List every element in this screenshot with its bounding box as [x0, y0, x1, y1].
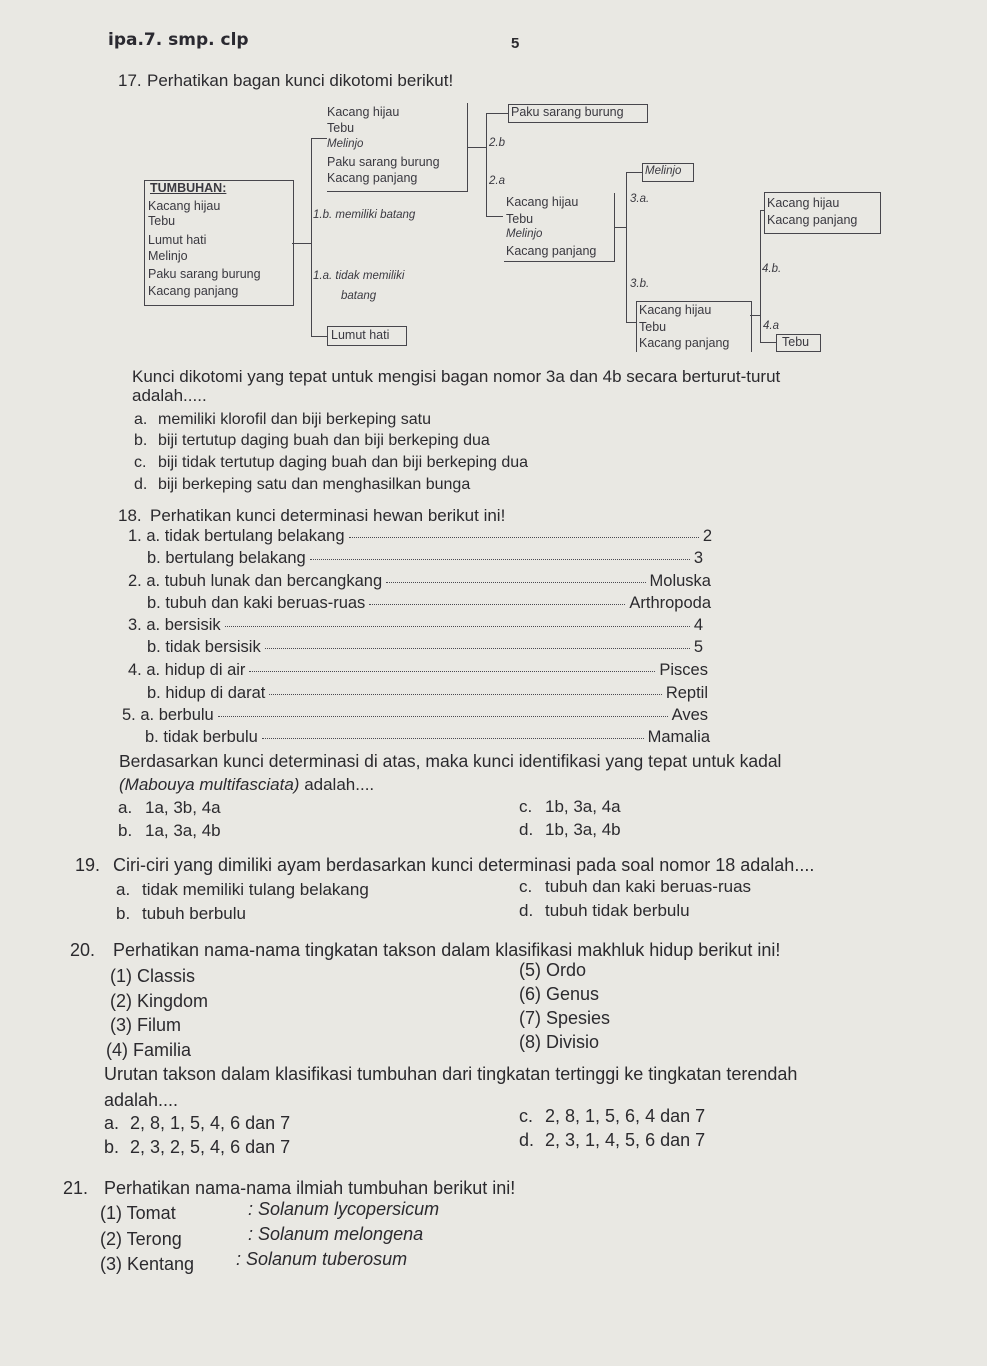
key-result: 5 [693, 638, 703, 656]
tumbuhan-item: Kacang hijau [148, 199, 221, 213]
label-1a-line2: batang [341, 290, 377, 302]
key-label: 5. a. berbulu [122, 706, 214, 724]
lumut-hati-label: Lumut hati [331, 328, 390, 342]
question-text-line2: adalah.... [104, 1090, 179, 1110]
connector-line [760, 342, 776, 343]
low-box-item: Kacang panjang [639, 336, 730, 350]
option-text[interactable]: biji tidak tertutup daging buah dan biji berkeping dua [158, 454, 529, 471]
mid-box [504, 193, 615, 262]
question-number: 21. [63, 1178, 89, 1198]
connector-line [615, 227, 626, 228]
label-1b: 1.b. memiliki batang [313, 209, 416, 221]
question-text: Perhatikan nama-nama ilmiah tumbuhan berikut ini! [104, 1178, 516, 1198]
tumbuhan-title: TUMBUHAN: [150, 181, 227, 195]
label-2a: 2.a [489, 175, 505, 187]
key-result: 3 [693, 549, 703, 567]
key-row [128, 661, 708, 683]
tumbuhan-item: Melinjo [148, 249, 188, 263]
mid-box-item: Kacang panjang [506, 244, 597, 258]
mid-box-item: Melinjo [506, 228, 543, 240]
option-letter[interactable]: c. [519, 877, 533, 896]
question-text-line2: adalah..... [132, 386, 207, 405]
page-header-title: ipa.7. smp. clp [108, 30, 249, 50]
question-text-line1: Kunci dikotomi yang tepat untuk mengisi bagan nomor 3a dan 4b secara berturut-turut [132, 367, 781, 386]
melinjo-box [642, 163, 694, 182]
mid-box-item: Kacang hijau [506, 195, 579, 209]
question-text-line1: Urutan takson dalam klasifikasi tumbuhan dari tingkatan tertinggi ke tingkatan terendah [104, 1064, 798, 1084]
key-result: Reptil [665, 684, 708, 702]
label-4b: 4.b. [762, 263, 782, 275]
connector-line [292, 243, 312, 244]
option-letter[interactable]: c. [134, 454, 147, 471]
option-text[interactable]: 2, 3, 2, 5, 4, 6 dan 7 [130, 1137, 291, 1157]
option-text[interactable]: biji berkeping satu dan menghasilkan bunga [158, 476, 471, 493]
question-text: Perhatikan bagan kunci dikotomi berikut! [147, 71, 454, 90]
question-number: 19. [75, 855, 101, 875]
taxon-item: (7) Spesies [519, 1008, 611, 1028]
right-box [764, 192, 881, 234]
taxon-item: (1) Classis [110, 966, 196, 986]
option-letter[interactable]: b. [104, 1137, 120, 1157]
key-label: 4. a. hidup di air [128, 661, 246, 679]
taxon-item: (3) Filum [110, 1015, 181, 1035]
paku-sarang-burung-box [508, 104, 648, 123]
question-number: 18. [118, 506, 142, 525]
connector-line [626, 172, 642, 173]
key-label: b. hidup di darat [147, 684, 266, 702]
right-box-item: Kacang panjang [767, 213, 858, 227]
species-name: (Mabouya multifasciata) [119, 775, 300, 794]
top-box-item: Paku sarang burung [327, 155, 440, 169]
option-text[interactable]: 1b, 3a, 4b [545, 820, 621, 839]
option-letter[interactable]: a. [134, 411, 148, 428]
option-text[interactable]: 2, 3, 1, 4, 5, 6 dan 7 [545, 1130, 706, 1150]
low-box [636, 301, 752, 352]
question-text-line2 [119, 775, 374, 795]
plant-scientific-name: : Solanum tuberosum [236, 1249, 408, 1269]
key-result: Pisces [659, 661, 708, 679]
question-end: adalah.... [299, 775, 375, 794]
label-1a: 1.a. tidak memiliki [313, 270, 405, 282]
option-letter[interactable]: d. [134, 476, 148, 493]
question-text-line1: Berdasarkan kunci determinasi di atas, maka kunci identifikasi yang tepat untuk kadal [119, 751, 782, 771]
option-text[interactable]: 1a, 3b, 4a [145, 798, 221, 817]
key-row [147, 684, 708, 706]
key-label: 1. a. tidak bertulang belakang [128, 527, 345, 545]
option-letter[interactable]: a. [116, 880, 131, 899]
key-result: 2 [702, 527, 712, 545]
tumbuhan-item: Paku sarang burung [148, 267, 261, 281]
key-label: 2. a. tubuh lunak dan bercangkang [128, 572, 383, 590]
option-letter[interactable]: c. [519, 797, 533, 816]
key-label: b. tubuh dan kaki beruas-ruas [147, 594, 366, 612]
tumbuhan-box [144, 180, 294, 306]
connector-line [311, 336, 327, 337]
key-label: b. tidak bersisik [147, 638, 261, 656]
label-4a: 4.a [763, 320, 779, 332]
option-letter[interactable]: b. [118, 821, 133, 840]
top-box-item: Melinjo [327, 138, 364, 150]
taxon-item: (5) Ordo [519, 960, 587, 980]
tumbuhan-item: Lumut hati [148, 233, 207, 247]
question-number: 17. [118, 71, 142, 90]
option-text[interactable]: memiliki klorofil dan biji berkeping satu [158, 411, 432, 428]
melinjo-label: Melinjo [645, 165, 682, 177]
option-letter[interactable]: b. [134, 432, 148, 449]
question-text: Perhatikan kunci determinasi hewan berikut ini! [150, 506, 506, 525]
connector-line [486, 216, 503, 217]
option-letter[interactable]: d. [519, 1130, 535, 1150]
taxon-item: (4) Familia [106, 1040, 192, 1060]
plant-name: (2) Terong [100, 1229, 182, 1249]
key-result: Arthropoda [629, 594, 711, 612]
key-row [147, 638, 703, 660]
question-number: 20. [70, 940, 96, 960]
plant-scientific-name: : Solanum melongena [248, 1224, 424, 1244]
top-box [327, 103, 468, 192]
connector-line [311, 138, 327, 139]
option-text[interactable]: 2, 8, 1, 5, 6, 4 dan 7 [545, 1106, 706, 1126]
tumbuhan-item: Tebu [148, 214, 176, 228]
option-text[interactable]: 1b, 3a, 4a [545, 797, 621, 816]
plant-scientific-name: : Solanum lycopersicum [248, 1199, 440, 1219]
top-box-item: Kacang panjang [327, 171, 418, 185]
low-box-item: Tebu [639, 320, 667, 334]
connector-line [311, 138, 312, 336]
option-letter[interactable]: b. [116, 904, 131, 923]
option-letter[interactable]: c. [519, 1106, 534, 1126]
connector-line [486, 113, 487, 216]
taxon-item: (2) Kingdom [110, 991, 209, 1011]
connector-line [467, 147, 486, 148]
connector-line [750, 315, 760, 316]
option-text[interactable]: 2, 8, 1, 5, 4, 6 dan 7 [130, 1113, 291, 1133]
label-3a: 3.a. [630, 193, 650, 205]
top-box-item: Tebu [327, 121, 355, 135]
tumbuhan-item: Kacang panjang [148, 284, 239, 298]
option-letter[interactable]: a. [118, 798, 133, 817]
option-text[interactable]: tidak memiliki tulang belakang [142, 880, 369, 899]
right-box-item: Kacang hijau [767, 196, 840, 210]
question-text: Ciri-ciri yang dimiliki ayam berdasarkan kunci determinasi pada soal nomor 18 adalah.... [113, 855, 815, 875]
option-text[interactable]: tubuh dan kaki beruas-ruas [545, 877, 752, 896]
key-row [122, 706, 708, 728]
plant-name: (3) Kentang [100, 1254, 195, 1274]
label-3b: 3.b. [630, 278, 650, 290]
paku-sarang-burung-label: Paku sarang burung [511, 105, 624, 119]
key-row [147, 594, 711, 616]
option-letter[interactable]: d. [519, 901, 534, 920]
mid-box-item: Tebu [506, 212, 534, 226]
key-result: Aves [671, 706, 708, 724]
taxon-item: (8) Divisio [519, 1032, 600, 1052]
connector-line [626, 172, 627, 322]
option-letter[interactable]: d. [519, 820, 534, 839]
connector-line [486, 113, 508, 114]
key-result: Moluska [649, 572, 711, 590]
key-label: b. bertulang belakang [147, 549, 306, 567]
key-result: Mamalia [647, 728, 710, 746]
top-box-item: Kacang hijau [327, 105, 400, 119]
key-row [145, 728, 710, 750]
option-text[interactable]: tubuh berbulu [142, 904, 246, 923]
tebu-label: Tebu [782, 335, 810, 349]
key-row [128, 616, 703, 638]
label-2b: 2.b [489, 137, 505, 149]
lumut-hati-box [327, 326, 407, 346]
option-text[interactable]: 1a, 3a, 4b [145, 821, 221, 840]
low-box-item: Kacang hijau [639, 303, 712, 317]
option-text[interactable]: tubuh tidak berbulu [545, 901, 690, 920]
question-text: Perhatikan nama-nama tingkatan takson dalam klasifikasi makhluk hidup berikut ini! [113, 940, 781, 960]
key-row [147, 549, 703, 571]
key-row [128, 527, 712, 549]
taxon-item: (6) Genus [519, 984, 600, 1004]
key-label: b. tidak berbulu [145, 728, 258, 746]
plant-name: (1) Tomat [100, 1203, 176, 1223]
connector-line [626, 322, 636, 323]
tebu-box [776, 334, 821, 352]
key-label: 3. a. bersisik [128, 616, 221, 634]
option-text[interactable]: biji tertutup daging buah dan biji berkeping dua [158, 432, 490, 449]
key-result: 4 [693, 616, 703, 634]
page-number: 5 [511, 35, 520, 52]
key-row [128, 572, 711, 594]
connector-line [760, 210, 761, 342]
option-letter[interactable]: a. [104, 1113, 120, 1133]
